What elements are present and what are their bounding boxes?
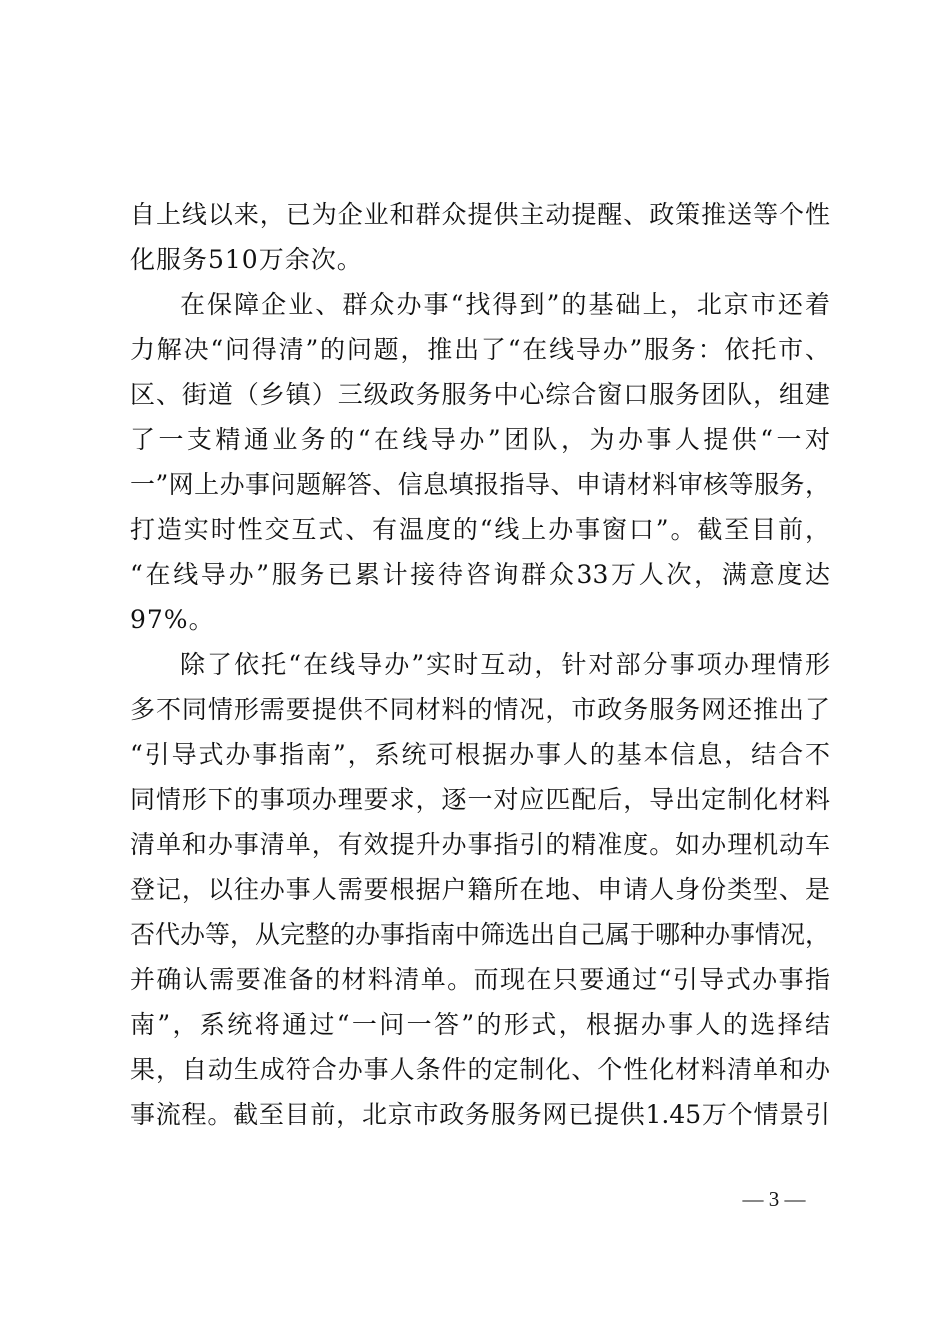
paragraph-1-line-1: 自上线以来，已为企业和群众提供主动提醒、政策推送等个性 [130, 200, 830, 229]
page-number: — 3 — [742, 1187, 806, 1211]
paragraph-3-line-5: 清单和办事清单，有效提升办事指引的精准度。如办理机动车 [130, 830, 830, 859]
paragraph-2-line-2: 力解决“问得清”的问题，推出了“在线导办”服务：依托市、 [130, 335, 830, 364]
body-text [130, 192, 830, 1137]
paragraph-2-line-5: 一”网上办事问题解答、信息填报指导、申请材料审核等服务， [130, 470, 830, 499]
paragraph-3-line-3: “引导式办事指南”，系统可根据办事人的基本信息，结合不 [130, 740, 830, 769]
paragraph-3-line-6: 登记，以往办事人需要根据户籍所在地、申请人身份类型、是 [130, 875, 830, 904]
paragraph-2-line-7: “在线导办”服务已累计接待咨询群众33万人次，满意度达 [130, 560, 830, 589]
paragraph-2-line-8: 97%。 [130, 605, 215, 634]
paragraph-2-line-1: 在保障企业、群众办事“找得到”的基础上，北京市还着 [180, 290, 830, 319]
paragraph-1-line-2: 化服务510万余次。 [130, 245, 363, 274]
paragraph-3-line-8: 并确认需要准备的材料清单。而现在只要通过“引导式办事指 [130, 965, 830, 994]
paragraph-2-line-6: 打造实时性交互式、有温度的“线上办事窗口”。截至目前， [130, 515, 830, 544]
paragraph-3-line-2: 多不同情形需要提供不同材料的情况，市政务服务网还推出了 [130, 695, 830, 724]
paragraph-3-line-7: 否代办等，从完整的办事指南中筛选出自己属于哪种办事情况， [130, 920, 831, 949]
paragraph-3-line-9: 南”，系统将通过“一问一答”的形式，根据办事人的选择结 [130, 1010, 830, 1039]
paragraph-3-line-1: 除了依托“在线导办”实时互动，针对部分事项办理情形 [180, 650, 830, 679]
paragraph-2-line-3: 区、街道（乡镇）三级政务服务中心综合窗口服务团队，组建 [130, 380, 830, 409]
paragraph-3-line-11: 事流程。截至目前，北京市政务服务网已提供1.45万个情景引 [130, 1100, 830, 1129]
paragraph-3-line-10: 果，自动生成符合办事人条件的定制化、个性化材料清单和办 [130, 1055, 830, 1084]
paragraph-2-line-4: 了一支精通业务的“在线导办”团队，为办事人提供“一对 [130, 425, 830, 454]
paragraph-3-line-4: 同情形下的事项办理要求，逐一对应匹配后，导出定制化材料 [130, 785, 830, 814]
